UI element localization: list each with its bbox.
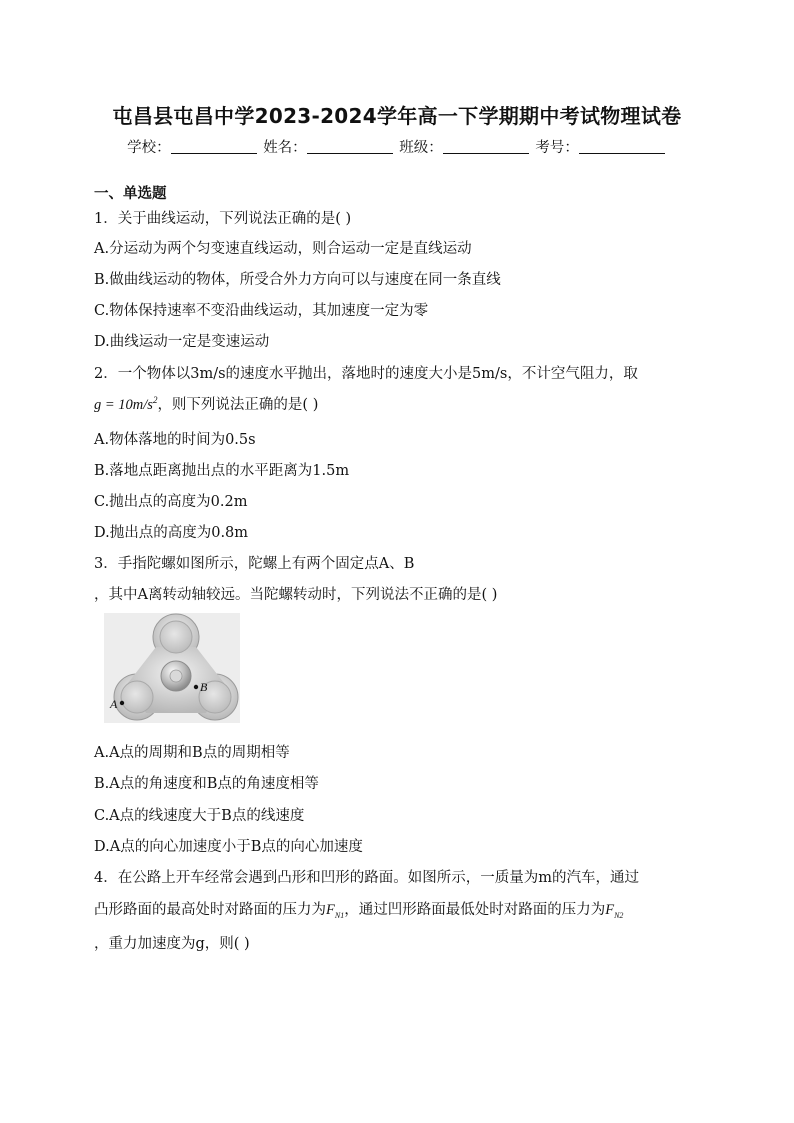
q4-force-n2-subscript: N2: [614, 910, 624, 920]
q4-stem-part-a: 凸形路面的最高处时对路面的压力为: [94, 902, 326, 918]
name-label: 姓名：: [263, 140, 307, 156]
q3-stem-line1: 3．手指陀螺如图所示，陀螺上有两个固定点A、B: [94, 556, 415, 572]
q1-option-d: D.曲线运动一定是变速运动: [94, 334, 270, 350]
point-b-label: B: [200, 680, 208, 694]
q1-option-b: B.做曲线运动的物体，所受合外力方向可以与速度在同一条直线: [94, 272, 501, 288]
student-info-line: [0, 136, 794, 157]
q3-option-d: D.A点的向心加速度小于B点的向心加速度: [94, 839, 363, 855]
q4-stem-line1: 4．在公路上开车经常会遇到凸形和凹形的路面。如图所示，一质量为m的汽车，通过: [94, 870, 639, 886]
point-a-label: A: [110, 697, 118, 711]
q4-force-n2: F: [605, 902, 615, 918]
q2-option-c: C.抛出点的高度为0.2m: [94, 494, 248, 510]
q2-gravity-exponent: 2: [152, 395, 158, 406]
q2-option-b: B.落地点距离抛出点的水平距离为1.5m: [94, 463, 350, 479]
exam-number-label: 考号：: [535, 140, 579, 156]
point-a-marker: [120, 701, 124, 705]
point-b-marker: [194, 685, 198, 689]
q1-stem: 1．关于曲线运动，下列说法正确的是( ): [94, 211, 352, 227]
q2-stem-line1: 2．一个物体以3m/s的速度水平抛出，落地时的速度大小是5m/s，不计空气阻力，取: [94, 366, 638, 382]
class-blank[interactable]: [443, 139, 529, 154]
q1-option-a: A.分运动为两个匀变速直线运动，则合运动一定是直线运动: [94, 241, 472, 257]
q4-stem-line3: ，重力加速度为g，则( ): [94, 936, 250, 952]
q1-option-c: C.物体保持速率不变沿曲线运动，其加速度一定为零: [94, 303, 429, 319]
school-label: 学校：: [127, 140, 171, 156]
q2-stem-line2: [94, 393, 318, 414]
q2-gravity-formula: g = 10m/s: [94, 397, 153, 413]
q2-option-d: D.抛出点的高度为0.8m: [94, 525, 249, 541]
name-blank[interactable]: [307, 139, 393, 154]
q3-option-b: B.A点的角速度和B点的角速度相等: [94, 776, 319, 792]
page-title: 屯昌县屯昌中学2023-2024学年高一下学期期中考试物理试卷: [112, 104, 682, 128]
q4-stem-line2: [94, 898, 623, 920]
fidget-spinner-figure: [104, 613, 240, 723]
q3-stem-line2: ，其中A离转动轴较远。当陀螺转动时，下列说法不正确的是( ): [94, 587, 498, 603]
q4-force-n1: F: [326, 902, 335, 918]
q4-force-n1-subscript: N1: [334, 910, 345, 920]
q3-option-a: A.A点的周期和B点的周期相等: [94, 745, 290, 761]
section-heading: 一、单选题: [94, 186, 167, 202]
school-blank[interactable]: [171, 139, 257, 154]
class-label: 班级：: [399, 140, 443, 156]
q4-stem-part-b: ，通过凹形路面最低处时对路面的压力为: [344, 902, 606, 918]
exam-number-blank[interactable]: [579, 139, 665, 154]
q3-option-c: C.A点的线速度大于B点的线速度: [94, 808, 305, 824]
q2-stem-tail: ，则下列说法正确的是( ): [157, 397, 319, 413]
q2-option-a: A.物体落地的时间为0.5s: [94, 432, 256, 448]
